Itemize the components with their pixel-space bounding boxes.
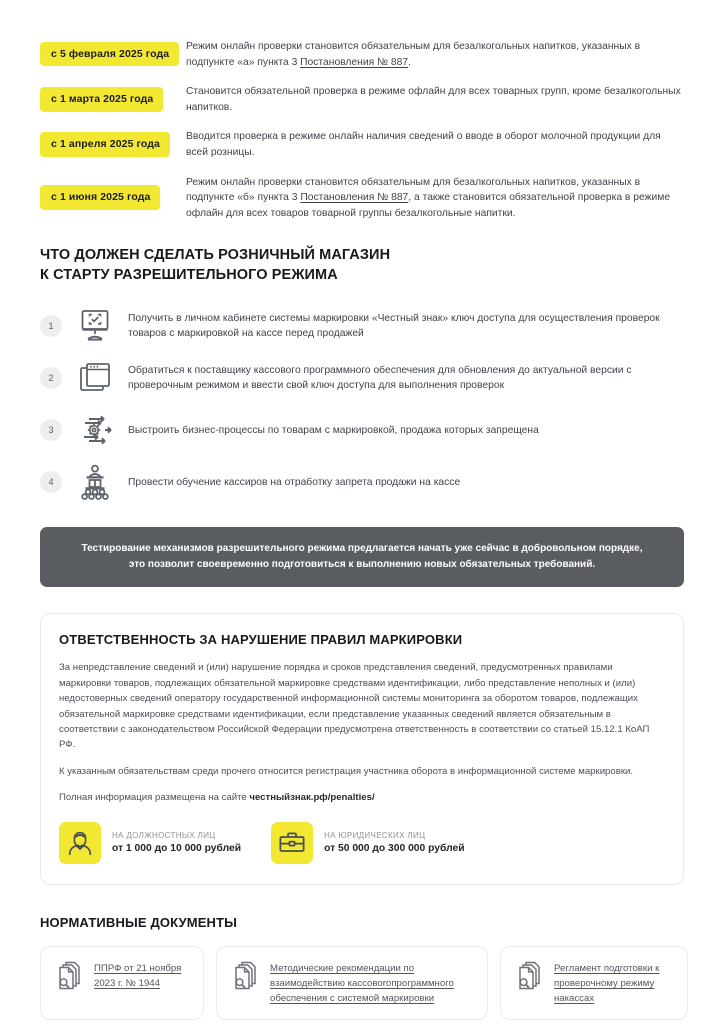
- timeline-description: [180, 83, 684, 115]
- responsibility-paragraph-2: К указанным обязательствам среди прочего относится регистрация участника оборота в информационной системе маркировки.: [59, 765, 634, 777]
- timeline-row: [40, 38, 684, 70]
- timeline-badge-wrap: [40, 83, 180, 115]
- document-card[interactable]: [216, 946, 488, 1020]
- official-person-icon: [59, 822, 101, 864]
- step-number: 4: [40, 471, 62, 493]
- responsibility-title: ОТВЕТСТВЕННОСТЬ ЗА НАРУШЕНИЕ ПРАВИЛ МАРКИРОВКИ: [59, 632, 463, 648]
- document-link[interactable]: Методические рекомендации по взаимодействию кассовогопрограммного обеспечения с системой маркировки: [270, 962, 454, 1004]
- penalty-label: НА ДОЛЖНОСТНЫХ ЛИЦ: [112, 831, 216, 841]
- penalty-body: [313, 831, 465, 854]
- step-item: [40, 407, 684, 453]
- penalty-value: от 50 000 до 300 000 рублей: [324, 843, 465, 855]
- timeline-link[interactable]: Постановления № 887: [300, 192, 409, 204]
- step-text: Выстроить бизнес-процессы по товарам с маркировкой, продажа которых запрещена: [128, 424, 539, 436]
- documents-list: [40, 946, 684, 1020]
- steps-heading-line1: ЧТО ДОЛЖЕН СДЕЛАТЬ РОЗНИЧНЫЙ МАГАЗИН: [40, 247, 391, 264]
- timeline-badge-wrap: [40, 174, 180, 222]
- timeline-date-badge: с 5 февраля 2025 года: [40, 42, 179, 67]
- banner-line-2: это позволит своевременно подготовиться к выполнению новых обязательных требований.: [128, 559, 596, 571]
- document-link[interactable]: ППРФ от 21 ноября 2023 г. № 1944: [94, 962, 182, 989]
- penalty-label: НА ЮРИДИЧЕСКИХ ЛИЦ: [324, 831, 426, 841]
- banner-line-1: Тестирование механизмов разрешительного режима предлагается начать уже сейчас в добровольном порядке,: [81, 543, 643, 555]
- step-item: [40, 459, 684, 505]
- steps-list: [40, 303, 684, 505]
- documents-search-icon: [515, 960, 545, 992]
- step-number: 2: [40, 367, 62, 389]
- timeline-badge-wrap: [40, 38, 180, 70]
- timeline-link[interactable]: Постановления № 887: [300, 56, 409, 68]
- timeline-text-after: .: [408, 56, 411, 68]
- responsibility-card: [40, 613, 684, 884]
- site-link[interactable]: честныйзнак.рф/penalties/: [249, 792, 375, 804]
- voluntary-testing-banner: [40, 527, 684, 587]
- penalty-item-legal-entities: [271, 822, 465, 864]
- steps-heading-line2: К СТАРТУ РАЗРЕШИТЕЛЬНОГО РЕЖИМА: [40, 267, 338, 284]
- timeline-row: [40, 128, 684, 160]
- timeline-text-before: Становится обязательной проверка в режиме офлайн для всех товарных групп, кроме безалкогольных напитков.: [186, 86, 681, 113]
- monitor-scan-icon: [72, 304, 118, 348]
- timeline-description: [180, 38, 684, 70]
- timeline-text-before: Режим онлайн проверки становится обязательным для безалкогольных напитков, указанных в подпункте «б» пункта 3: [186, 176, 641, 204]
- timeline-text-after: , а также становится обязательной проверка в режиме офлайн для всех товаров товарной группы безалкогольные напитки.: [186, 192, 671, 219]
- browser-windows-icon: [72, 356, 118, 400]
- document-card[interactable]: [40, 946, 204, 1020]
- timeline-text-before: Вводится проверка в режиме онлайн наличия сведений о вводе в оборот молочной продукции для всей розницы.: [186, 131, 661, 158]
- timeline-date-badge: с 1 июня 2025 года: [40, 185, 160, 210]
- responsibility-paragraph-3: [59, 790, 665, 805]
- penalty-value: от 1 000 до 10 000 рублей: [112, 843, 242, 855]
- site-text-prefix: Полная информация размещена на сайте: [59, 792, 250, 804]
- timeline-row: [40, 83, 684, 115]
- briefcase-icon: [271, 822, 313, 864]
- step-number: 1: [40, 315, 62, 337]
- speaker-podium-audience-icon: [72, 460, 118, 504]
- timeline-text-before: Режим онлайн проверки становится обязательным для безалкогольных напитков, указанных в подпункте «а» пункта 3: [186, 41, 641, 68]
- gear-process-arrows-icon: [72, 408, 118, 452]
- timeline-badge-wrap: [40, 128, 180, 160]
- timeline-date-badge: с 1 апреля 2025 года: [40, 132, 170, 157]
- penalties-list: [59, 822, 665, 864]
- step-text: Обратиться к поставщику кассового программного обеспечения для обновления до актуальной версии с проверочным режимом и ввести свой ключ доступа для выполнения проверок: [128, 364, 632, 392]
- document-card[interactable]: [500, 946, 688, 1020]
- documents-title: НОРМАТИВНЫЕ ДОКУМЕНТЫ: [40, 914, 238, 930]
- steps-heading: [40, 245, 684, 285]
- timeline-row: [40, 174, 684, 222]
- penalty-body: [101, 831, 241, 854]
- timeline-description: [180, 128, 684, 160]
- responsibility-paragraph-1: За непредставление сведений и (или) нарушение порядка и сроков представления сведений, предусмотренных правилами маркировки товаров, подлежащих обязательной маркировке средствами идентификации, либо представление неполных и (или) недостоверных сведений оператору государственной информационной системы мониторинга за оборотом товаров, подлежащих обязательной маркировке средствами идентификации, если представление указанных сведений является обязательным в соответствии с законодательством Российской Федерации предусмотрена ответственность в соответствии со статьей 15.12.1 КоАП РФ.: [59, 662, 650, 751]
- step-number: 3: [40, 419, 62, 441]
- timeline-section: [40, 0, 684, 221]
- timeline-date-badge: с 1 марта 2025 года: [40, 87, 163, 112]
- documents-search-icon: [231, 960, 261, 992]
- documents-search-icon: [55, 960, 85, 992]
- document-link[interactable]: Регламент подготовки к проверочному режиму накассах: [554, 962, 660, 1004]
- penalty-item-officials: [59, 822, 241, 864]
- step-item: [40, 303, 684, 349]
- step-text: Провести обучение кассиров на отработку запрета продажи на кассе: [128, 476, 461, 488]
- step-text: Получить в личном кабинете системы маркировки «Честный знак» ключ доступа для осуществления проверок товаров с маркировкой на кассе перед продажей: [128, 312, 660, 340]
- step-item: [40, 355, 684, 401]
- timeline-description: [180, 174, 684, 222]
